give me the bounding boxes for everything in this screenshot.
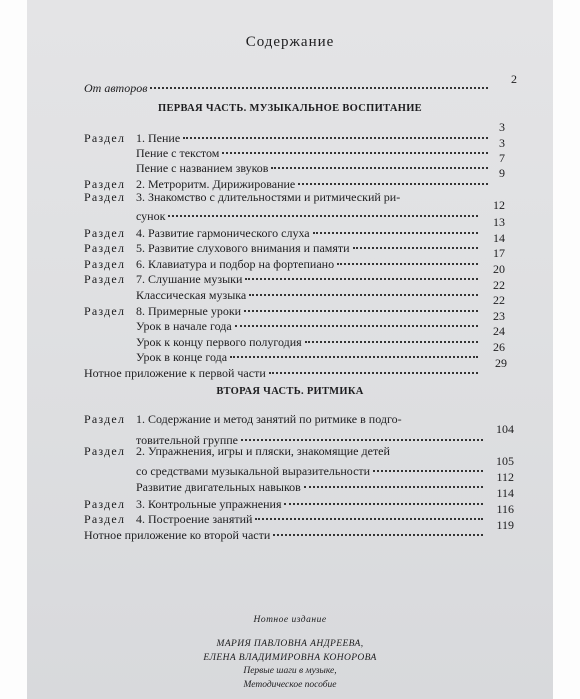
- page-margin-left: [0, 0, 27, 699]
- dot-leader: [313, 220, 478, 234]
- toc-entry-music-appendix-1: [84, 363, 481, 378]
- toc-entry-label: 3. Знакомство с длительностями и ритмический ри-: [136, 190, 401, 204]
- dot-leader: [284, 491, 483, 505]
- toc-entry-section-2: [84, 174, 491, 189]
- toc-entry-label: Пение с названием звуков: [136, 161, 269, 175]
- toc-entry-label: 6. Клавиатура и подбор на фортепиано: [136, 257, 335, 271]
- toc-entry-label: 3. Контрольные упражнения: [136, 497, 282, 511]
- dot-leader: [235, 313, 478, 327]
- toc-page-number: 9: [499, 166, 505, 180]
- toc-page-number: 119: [496, 518, 514, 532]
- section-prefix: Раздел: [84, 412, 126, 426]
- toc-entry-part2-section-2: [84, 444, 509, 459]
- section-prefix: Раздел: [84, 257, 126, 271]
- toc-page-number: 3: [499, 120, 505, 134]
- toc-page-number: 26: [493, 340, 505, 354]
- part-two-heading: ВТОРАЯ ЧАСТЬ. РИТМИКА: [216, 386, 364, 397]
- dot-leader: [271, 155, 488, 169]
- dot-leader: [249, 282, 478, 296]
- toc-page-number: 20: [493, 262, 505, 276]
- section-prefix: Раздел: [84, 497, 126, 511]
- dot-leader: [245, 266, 478, 280]
- toc-page-number: 13: [493, 215, 505, 229]
- toc-page-number: 22: [493, 293, 505, 307]
- dot-leader: [150, 75, 488, 89]
- toc-page-number: 7: [499, 151, 505, 165]
- toc-entry-label: товительной группе: [136, 433, 238, 447]
- author-name: ЕЛЕНА ВЛАДИМИРОВНА КОНОРОВА: [203, 652, 377, 663]
- section-prefix: Раздел: [84, 241, 126, 255]
- dot-leader: [337, 251, 478, 265]
- section-prefix: Раздел: [84, 190, 126, 204]
- dot-leader: [305, 329, 478, 343]
- toc-entry-label: Нотное приложение ко второй части: [84, 528, 271, 542]
- section-prefix: Раздел: [84, 444, 126, 458]
- toc-entry-label: 7. Слушание музыки: [136, 272, 243, 286]
- toc-page-number: 29: [495, 356, 507, 370]
- toc-entry-continuation: [136, 206, 481, 221]
- toc-page-number: 24: [493, 324, 505, 338]
- toc-entry-label: Развитие двигательных навыков: [136, 480, 301, 494]
- section-prefix: Раздел: [84, 304, 126, 318]
- toc-entry-music-appendix-2: [84, 525, 486, 540]
- section-prefix: Раздел: [84, 131, 126, 145]
- section-prefix: Раздел: [84, 177, 126, 191]
- toc-page-number: 104: [496, 422, 514, 436]
- dot-leader: [269, 360, 478, 374]
- toc-page-number: 23: [493, 309, 505, 323]
- dot-leader: [241, 427, 483, 441]
- toc-page-number: 2: [511, 72, 517, 86]
- dot-leader: [255, 506, 483, 520]
- toc-entry-from-authors: [84, 78, 491, 93]
- toc-entry-label: 8. Примерные уроки: [136, 304, 242, 318]
- author-name: МАРИЯ ПАВЛОВНА АНДРЕЕВА,: [216, 639, 364, 649]
- toc-entry-label: со средствами музыкальной выразительности: [136, 464, 371, 478]
- toc-page-number: 116: [496, 502, 514, 516]
- toc-page-number: 112: [496, 470, 514, 484]
- toc-page-number: 17: [493, 246, 505, 260]
- toc-entry-part2-section-1: [84, 412, 524, 427]
- dot-leader: [353, 235, 478, 249]
- imprint: [27, 638, 553, 692]
- toc-entry-label: От авторов: [84, 81, 148, 95]
- toc-entry-label: Классическая музыка: [136, 288, 247, 302]
- dot-leader: [304, 474, 483, 488]
- toc-entry-label: 1. Содержание и метод занятий по ритмике в подго-: [136, 412, 402, 426]
- dot-leader: [183, 125, 488, 139]
- dot-leader: [244, 298, 478, 312]
- book-title: Первые шаги в музыке,: [243, 666, 337, 676]
- toc-page-number: 3: [499, 136, 505, 150]
- toc-entry-label: Пение с текстом: [136, 146, 220, 160]
- toc-entry-label: Урок к концу первого полугодия: [136, 335, 302, 349]
- section-prefix: Раздел: [84, 226, 126, 240]
- toc-page-number: 14: [493, 231, 505, 245]
- toc-entry-label: сунок: [136, 209, 166, 223]
- toc-page-number: 12: [493, 198, 505, 212]
- toc-page-number: 114: [496, 486, 514, 500]
- page-margin-right: [553, 0, 580, 699]
- book-subtitle: Методическое пособие: [243, 679, 337, 690]
- edition-type: Нотное издание: [253, 615, 327, 625]
- toc-entry-label: Урок в конце года: [136, 350, 228, 364]
- toc-entry-continuation: [136, 430, 486, 445]
- toc-entry-label: 5. Развитие слухового внимания и памяти: [136, 241, 350, 255]
- toc-entry-label: 4. Построение занятий: [136, 512, 253, 526]
- toc-entry-label: 2. Упражнения, игры и пляски, знакомящие детей: [136, 444, 390, 458]
- toc-entry-label: 2. Метроритм. Дирижирование: [136, 177, 296, 191]
- dot-leader: [373, 458, 483, 472]
- section-prefix: Раздел: [84, 272, 126, 286]
- toc-subentry: [136, 477, 486, 492]
- toc-entry-label: 1. Пение: [136, 131, 181, 145]
- dot-leader: [230, 344, 478, 358]
- part-one-heading: ПЕРВАЯ ЧАСТЬ. МУЗЫКАЛЬНОЕ ВОСПИТАНИЕ: [158, 103, 422, 114]
- dot-leader: [273, 522, 483, 536]
- dot-leader: [222, 140, 488, 154]
- toc-entry-label: Урок в начале года: [136, 319, 232, 333]
- toc-entry-label: 4. Развитие гармонического слуха: [136, 226, 310, 240]
- dot-leader: [298, 171, 488, 185]
- toc-page-number: 105: [496, 454, 514, 468]
- section-prefix: Раздел: [84, 512, 126, 526]
- page-title: Содержание: [245, 34, 335, 50]
- dot-leader: [168, 203, 478, 217]
- toc-page-number: 22: [493, 278, 505, 292]
- toc-entry-label: Нотное приложение к первой части: [84, 366, 266, 380]
